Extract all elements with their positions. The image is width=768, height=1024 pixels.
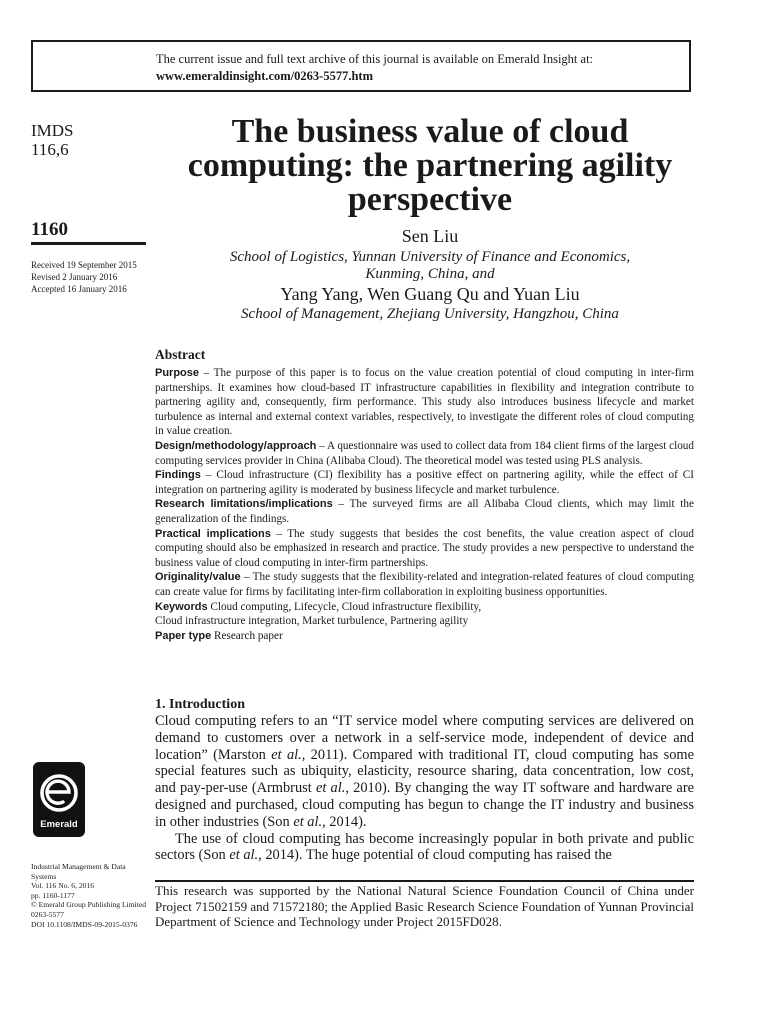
limitations-label: Research limitations/implications <box>155 498 333 511</box>
abstract-limitations <box>155 497 694 526</box>
findings-label: Findings <box>155 469 201 482</box>
abstract-originality <box>155 570 694 599</box>
paragraph <box>155 831 694 865</box>
abstract-practical <box>155 527 694 571</box>
author-affiliation: Kunming, China, and <box>365 266 495 282</box>
paper-type-label: Paper type <box>155 629 212 642</box>
author-names: Yang Yang, Wen Guang Qu and Yuan Liu <box>280 284 580 304</box>
archive-notice-text: The current issue and full text archive of this journal is available on Emerald Insight at: <box>156 52 594 66</box>
originality-text: – The study suggests that the flexibility-related and integration-related features of cloud computing can create value for firms by facilitating inter-firm collaboration in exploiting business opportunities. <box>155 571 694 598</box>
text-run: Cloud computing refers to an “IT service model where computing services are delivered on demand to customers over a network in a self-service mode, independent of device and location” (Marston <box>155 713 694 763</box>
text-run: The use of cloud computing has become increasingly popular in both private and public sectors (Son <box>155 830 694 864</box>
pub-info-line: Industrial Management & Data <box>31 862 126 871</box>
page-number-rule <box>31 242 146 245</box>
findings-text: – Cloud infrastructure (CI) flexibility has a positive effect on partnering agility, while the effect of CI integration on partnering agility is moderated by business lifecycle and market turbulence. <box>155 469 694 496</box>
emerald-e-icon <box>33 768 85 818</box>
author-name: Sen Liu <box>401 226 459 246</box>
citation-et-al: et al. <box>229 847 259 864</box>
paragraph <box>155 713 694 831</box>
keywords-text: Cloud computing, Lifecycle, Cloud infrastructure flexibility, <box>207 600 482 613</box>
page-number: 1160 <box>31 219 68 240</box>
citation-et-al: et al. <box>271 746 302 763</box>
text-run: , 2011). Compared with traditional IT, cloud computing has some special features such as ubiquity, elasticity, resource sharing, data concentration, low cost, and pay-per-use (Armbrust <box>155 746 694 797</box>
received-date: Received 19 September 2015 <box>31 260 137 270</box>
author-affiliation: School of Logistics, Yunnan University of Finance and Economics, <box>229 249 631 265</box>
section-heading: 1. Introduction <box>155 697 245 712</box>
abstract-paper-type <box>155 629 694 644</box>
pub-info-line: DOI 10.1108/IMDS-09-2015-0376 <box>31 919 138 929</box>
paper-type-text: Research paper <box>211 629 283 642</box>
text-run: , 2010). By changing the way IT software and hardware are designed and purchased, cloud computing has begun to change the IT industry and business in other industries (Son <box>155 780 694 830</box>
abstract-purpose <box>155 366 694 439</box>
abstract-design <box>155 439 694 468</box>
introduction-body <box>155 713 694 864</box>
citation-et-al: et al. <box>315 780 346 797</box>
keywords-text: Cloud infrastructure integration, Market turbulence, Partnering agility <box>155 615 469 628</box>
practical-label: Practical implications <box>155 527 271 540</box>
accepted-date: Accepted 16 January 2016 <box>31 284 127 294</box>
abstract-body <box>155 366 694 643</box>
author-affiliation: School of Management, Zhejiang University, Hangzhou, China <box>241 306 619 322</box>
pub-info-line: pp. 1160-1177 <box>31 890 75 900</box>
purpose-label: Purpose <box>155 367 200 379</box>
journal-volume-issue: 116,6 <box>31 140 69 159</box>
pub-info-line: Systems <box>31 871 57 881</box>
design-text: – A questionnaire was used to collect data from 184 client firms of the largest cloud computing services provider in China (Alibaba Cloud). The theoretical model was tested using PLS analysis. <box>155 439 694 467</box>
footnote-rule <box>155 880 694 882</box>
journal-archive-notice-box <box>31 40 691 92</box>
limitations-text: – The surveyed firms are all Alibaba Cloud clients, which may limit the generalization of the findings. <box>155 498 694 525</box>
emerald-logo-label: Emerald <box>40 819 78 830</box>
emerald-logo <box>33 762 85 837</box>
article-title: The business value of cloud computing: the partnering agility perspective <box>187 113 673 218</box>
practical-text: – The study suggests that besides the cost benefits, the value creation aspect of cloud computing should also be emphasized in research and practice. The study provides a new perspective to understand the business value of cloud computing in inter-firm partnerships. <box>155 527 694 569</box>
originality-label: Originality/value <box>155 571 241 584</box>
pub-info-line: 0263-5577 <box>31 909 64 919</box>
pub-info-line: Vol. 116 No. 6, 2016 <box>31 881 95 891</box>
text-run: , 2014). The huge potential of cloud computing has raised the <box>258 847 612 864</box>
keywords-label: Keywords <box>155 600 208 613</box>
design-label: Design/methodology/approach <box>155 439 317 452</box>
purpose-text: – The purpose of this paper is to focus on the value creation potential of cloud computing in inter-firm partnerships. It examines how cloud-based IT infrastructure capabilities in flexibility and integration contribute to partnering agility and, consequently, firm performance. This study also introduces business lifecycle and market turbulence as internal and external context variables, respectively, to investigate the different roles of cloud computing in value creation. <box>155 367 694 438</box>
journal-abbreviation: IMDS <box>31 121 74 140</box>
abstract-findings <box>155 468 694 497</box>
archive-url-link[interactable]: www.emeraldinsight.com/0263-5577.htm <box>156 69 373 83</box>
pub-info-line: © Emerald Group Publishing Limited <box>31 900 147 910</box>
abstract-keywords <box>155 600 694 629</box>
revised-date: Revised 2 January 2016 <box>31 272 118 282</box>
text-run: , 2014). <box>322 813 367 830</box>
funding-footnote: This research was supported by the National Natural Science Foundation Council of China under Project 71502159 and 71572180; the Applied Basic Research Science Foundation of Yunnan Provincial Department of Science and Technology under Project 2015FD028. <box>155 883 694 929</box>
citation-et-al: et al. <box>293 813 323 830</box>
abstract-heading: Abstract <box>155 347 206 362</box>
publication-info <box>31 862 153 929</box>
